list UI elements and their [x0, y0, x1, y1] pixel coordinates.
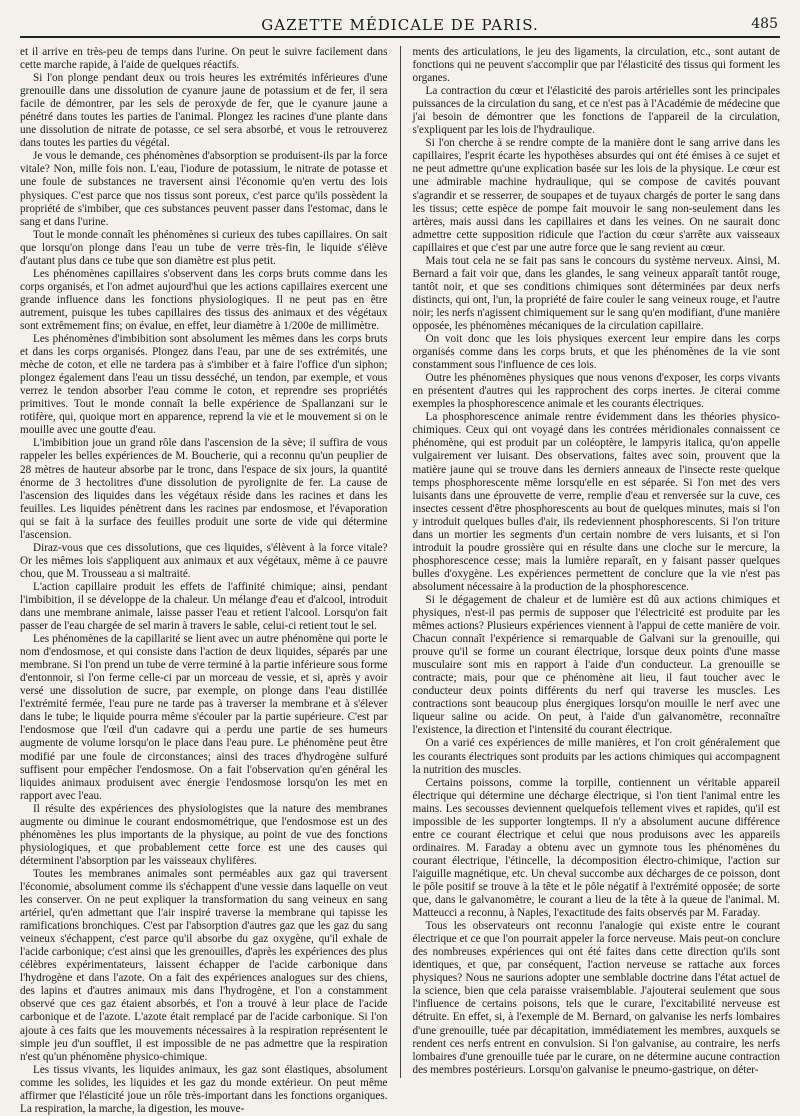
- paragraph: Certains poissons, comme la torpille, contiennent un véritable appareil électrique qui détermine une décharge électrique, si l'on tient l'animal entre les mains. Les secousses deviennent quelquefois tellement vives et rapides, qu'il est impossible de les supporter longtemps. Il n'y a absolument aucune différence entre ce courant électrique et celui que nous produisons avec les appareils ordinaires. M. Faraday a obtenu avec un gymnote tous les phénomènes du courant électrique, l'étincelle, la décomposition électro-chimique, l'action sur l'aiguille magnétique, etc. Un cheval succombe aux décharges de ce poisson, dont le pôle positif se trouve à la tête et le pôle négatif à l'extrémité opposée; de sorte que, dans le galvanomètre, le courant a lieu de la tête à la queue de l'animal. M. Matteucci a reconnu, à Naples, l'exactitude des faits observés par M. Faraday.: [412, 776, 780, 920]
- paragraph: Diraz-vous que ces dissolutions, que ces liquides, s'élèvent à la force vitale? Or les mêmes lois s'appliquent aux animaux et aux végétaux, même à ce pauvre chou, que M. Trousseau a si maltraité.: [20, 541, 388, 580]
- paragraph: Les phénomènes d'imbibition sont absolument les mêmes dans les corps bruts et dans les corps organisés. Plongez dans l'eau, par une de ses extrémités, une mèche de coton, et elle ne tardera pas à s'imbiber et à faire l'office d'un siphon; plongez également dans l'eau un tissu desséché, un tendon, par exemple, et vous verrez le tendon absorber l'eau comme le coton, et reprendre ses propriétés primitives. Tout le monde connaît la belle expérience de Spallanzani sur le rotifère, qui, quoique mort en apparence, reprend la vie et le mouvement si on le mouille avec une goutte d'eau.: [20, 333, 388, 437]
- paragraph: Il résulte des expériences des physiologistes que la nature des membranes augmente ou diminue le courant endosmométrique, que l'endosmose est un des phénomènes les plus importants de la physique, au point de vue des fonctions physiologiques, et que probablement cette force est une des causes qui déterminent l'absorption par les vaisseaux chylifères.: [20, 802, 388, 867]
- text-columns: [20, 46, 780, 1115]
- right-column: [413, 46, 781, 1078]
- paragraph: Les phénomènes de la capillarité se lient avec un autre phénomène qui porte le nom d'endosmose, et qui consiste dans l'action de deux liquides, séparés par une membrane. Si l'on prend un tube de verre terminé à la partie inférieure sous forme d'entonnoir, si l'on ferme celle-ci par un morceau de vessie, et si, après y avoir versé une dissolution de sucre, par exemple, on plonge dans l'eau distillée l'extrémité fermée, l'eau pure ne tarde pas à traverser la membrane et à s'élever dans le tube; le liquide pourra même s'écouler par la partie supérieure. C'est par l'endosmose que l'œil d'un cadavre qui a perdu une partie de ses humeurs augmente de volume lorsqu'on le place dans l'eau pure. Le phénomène peut être modifié par une foule de circonstances; ainsi des traces d'hydrogène sulfuré suffisent pour empêcher l'endosmose. On a fait l'observation qu'en général les liquides animaux produisent avec énergie l'endosmose lorsqu'on les met en rapport avec l'eau.: [20, 633, 388, 802]
- left-column: [20, 46, 388, 1115]
- paragraph: Outre les phénomènes physiques que nous venons d'exposer, les corps vivants en présentent d'autres qui les rapprochent des corps inertes. Je citerai comme exemples la phosphorescence animale et les courants électriques.: [412, 372, 780, 411]
- paragraph: Si l'on cherche à se rendre compte de la manière dont le sang arrive dans les capillaires, l'esprit écarte les hypothèses absurdes qui ont été émises à ce sujet et ne peut admettre qu'une explication basée sur les lois de la physique. Le cœur est une admirable machine hydraulique, qui se compose de cavités pouvant s'agrandir et se resserrer, de soupapes et de tuyaux chargés de porter le sang dans les tissus; cette espèce de pompe fait mouvoir le sang non-seulement dans les artères, mais aussi dans les capillaires et dans les veines. On ne saurait donc admettre cette supposition ridicule que l'action du cœur s'arrête aux vaisseaux capillaires et que c'est par une autre force que le sang revient au cœur.: [412, 137, 780, 254]
- paragraph: Mais tout cela ne se fait pas sans le concours du système nerveux. Ainsi, M. Bernard a fait voir que, dans les glandes, le sang veineux apparaît tantôt rouge, tantôt noir, et que ses conditions chimiques sont déterminées par deux nerfs distincts, qui ont, l'un, la propriété de faire couler le sang veineux rouge, et l'autre noir; les nerfs n'agissent chimiquement sur le sang qu'en modifiant, d'une manière opposée, les phénomènes mécaniques de la circulation capillaire.: [412, 254, 780, 332]
- paragraph: Tout le monde connaît les phénomènes si curieux des tubes capillaires. On sait que lorsqu'on plonge dans l'eau un tube de verre très-fin, le liquide s'élève d'autant plus dans ce tube que son diamètre est plus petit.: [20, 228, 388, 267]
- paragraph: et il arrive en très-peu de temps dans l'urine. On peut le suivre facilement dans cette marche rapide, à l'aide de quelques réactifs.: [20, 46, 388, 72]
- paragraph: L'action capillaire produit les effets de l'affinité chimique; ainsi, pendant l'imbibition, il se développe de la chaleur. Un mélange d'eau et d'alcool, introduit dans une membrane animale, laisse passer l'eau et retient l'alcool. Lorsqu'on fait passer de l'eau chargée de sel marin à travers le sable, celui-ci retient tout le sel.: [20, 580, 388, 633]
- paragraph: La contraction du cœur et l'élasticité des parois artérielles sont les principales puissances de la circulation du sang, et ce n'est pas à l'Académie de médecine que j'ai besoin de démontrer que les fonctions de l'appareil de la circulation, s'expliquent par les lois de l'hydraulique.: [412, 85, 780, 137]
- paragraph: Si l'on plonge pendant deux ou trois heures les extrémités inférieures d'une grenouille dans une dissolution de cyanure jaune de potassium et de fer, il sera facile de démontrer, par les sels de peroxyde de fer, que le cyanure jaune a pénétré dans toutes les parties de l'animal. Plongez les racines d'une plante dans une dissolution de nitrate de potasse, ce sel sera absorbé, et vous le retrouverez dans toutes les parties du végétal.: [20, 72, 388, 150]
- page-number: 485: [751, 16, 778, 32]
- paragraph: Les phénomènes capillaires s'observent dans les corps bruts comme dans les corps organisés, et l'on admet aujourd'hui que les actions capillaires exercent une grande influence dans les fonctions physiologiques. Il ne peut pas en être autrement, puisque les tubes capillaires des tissus des animaux et des végétaux sont extrêmement fins; on évalue, en effet, leur diamètre à 1/200e de millimètre.: [20, 267, 388, 332]
- paragraph: On voit donc que les lois physiques exercent leur empire dans les corps organisés comme dans les corps bruts, et que les phénomènes de la vie sont constamment sous l'influence de ces lois.: [412, 333, 780, 372]
- paragraph: ments des articulations, le jeu des ligaments, la circulation, etc., sont autant de fonctions qui ne peuvent s'accomplir que par l'élasticité des tissus qui forment les organes.: [412, 46, 780, 85]
- paragraph: Les tissus vivants, les liquides animaux, les gaz sont élastiques, absolument comme les solides, les liquides et les gaz du monde extérieur. On peut même affirmer que l'élasticité joue un rôle très-important dans les fonctions organiques. La respiration, la marche, la digestion, les mouve-: [20, 1063, 388, 1115]
- journal-title: GAZETTE MÉDICALE DE PARIS.: [261, 16, 539, 34]
- paragraph: La phosphorescence animale rentre évidemment dans les théories physico-chimiques. Ceux qui ont voyagé dans les contrées méridionales connaissent ce phénomène, qui est produit par un coléoptère, le lampyris italica, qu'on appelle vulgairement ver luisant. Des observations, faites avec soin, prouvent que la matière jaune qui se trouve dans les derniers anneaux de l'insecte reste quelque temps phosphorescente même lorsqu'elle en est séparée. Si l'on met des vers luisants dans une éprouvette de verre, remplie d'eau et renversée sur la cuve, ces insectes cessent d'être phosphorescents au bout de quelques minutes, mais si l'on y introduit quelques bulles d'air, ils redeviennent phosphorescents. Si l'on triture dans un mortier les segments d'un certain nombre de vers luisants, et si l'on introduit la poudre grossière qui en résulte dans une cloche sur le mercure, la phosphorescence cesse; mais la lumière reparaît, en y faisant passer quelques bulles d'oxygène. Les expériences permettent de conclure que la vie n'est pas absolument nécessaire à la production de la phosphorescence.: [412, 411, 780, 593]
- page-header: [20, 14, 780, 38]
- paragraph: Toutes les membranes animales sont perméables aux gaz qui traversent l'économie, absolument comme ils s'échappent d'une vessie dans laquelle on veut les conserver. On ne peut expliquer la transformation du sang veineux en sang artériel, qu'en admettant que l'air inspiré traverse la membrane qui tapisse les ramifications bronchiques. C'est par l'absorption d'autres gaz que les gaz du sang veineux s'échappent, c'est parce qu'il absorbe du gaz oxygène, qu'il exhale de l'acide carbonique; c'est ainsi que les grenouilles, d'après les expériences des plus célèbres expérimentateurs, laissent échapper de l'acide carbonique dans l'hydrogène et dans l'azote. On a fait des expériences analogues sur des chiens, des lapins et d'autres animaux mis dans l'hydrogène, et l'on a constamment observé que ces gaz étaient absorbés, et l'on a trouvé à leur place de l'acide carbonique et de l'azote. L'azote était remplacé par de l'acide carbonique. Si l'on ajoute à ces faits que les mouvements nécessaires à la respiration représentent le simple jeu d'un soufflet, il est impossible de ne pas admettre que la respiration n'est qu'un phénomène physico-chimique.: [20, 867, 388, 1063]
- paragraph: L'imbibition joue un grand rôle dans l'ascension de la sève; il suffira de vous rappeler les belles expériences de M. Boucherie, qui a reconnu qu'un peuplier de 28 mètres de hauteur absorbe par le tronc, dans l'espace de six jours, la quantité énorme de 3 hectolitres d'une dissolution de pyrolignite de fer. La cause de l'ascension des liquides dans les végétaux réside dans les racines et dans les feuilles. Les liquides pénètrent dans les racines par endosmose, et l'évaporation qui se fait à la surface des feuilles produit une sorte de vide qui détermine l'ascension.: [20, 437, 388, 541]
- paragraph: Tous les observateurs ont reconnu l'analogie qui existe entre le courant électrique et ce que l'on pourrait appeler la force nerveuse. Mais peut-on conclure des nombreuses expériences qui ont été faites dans cette direction qu'ils sont identiques, et que, par conséquent, l'action nerveuse se rattache aux forces physiques? Nous ne saurions adopter une semblable doctrine dans l'état actuel de la science, bien que cela paraisse vraisemblable. J'ajouterai seulement que sous l'influence de certains poisons, tels que le curare, l'excitabilité nerveuse est détruite. En effet, si, à l'exemple de M. Bernard, on galvanise les nerfs lombaires d'une grenouille, tuée par décapitation, immédiatement les membres, auxquels se rendent ces nerfs entrent en convulsion. Si l'on galvanise, au contraire, les nerfs lombaires d'une grenouille tuée par le curare, on ne détermine aucune contraction des membres postérieurs. Lorsqu'on galvanise le pneumo-gastrique, on déter-: [412, 920, 780, 1076]
- paragraph: Si le dégagement de chaleur et de lumière est dû aux actions chimiques et physiques, n'est-il pas permis de supposer que l'électricité est produite par les mêmes actions? Plusieurs expériences viennent à l'appui de cette manière de voir. Chacun connaît l'expérience si remarquable de Galvani sur la grenouille, qui prouve qu'il se forme un courant électrique, lorsque deux points d'une masse musculaire sont mis en rapport à l'aide d'un conducteur. La grenouille se contracte; mais, pour que ce phénomène ait lieu, il faut toucher avec le conducteur deux points différents du nerf qui traverse les muscles. Les contractions sont beaucoup plus énergiques lorsqu'on mouille le nerf avec une liqueur saline ou acide. On peut, à l'aide d'un galvanomètre, reconnaître l'existence, la direction et l'intensité du courant électrique.: [412, 593, 780, 737]
- paragraph: Je vous le demande, ces phénomènes d'absorption se produisent-ils par la force vitale? Non, mille fois non. L'eau, l'iodure de potassium, le nitrate de potasse et une foule de substances ne traversent ainsi l'économie qu'en vertu des lois physiques. C'est parce que nos tissus sont poreux, c'est parce qu'ils possèdent la propriété de s'imbiber, que ces substances peuvent passer dans l'estomac, dans le sang et dans l'urine.: [20, 150, 388, 228]
- column-divider: [400, 46, 401, 1078]
- paragraph: On a varié ces expériences de mille manières, et l'on croit généralement que les courants électriques sont produits par les actions chimiques qui accompagnent la nutrition des muscles.: [412, 737, 780, 776]
